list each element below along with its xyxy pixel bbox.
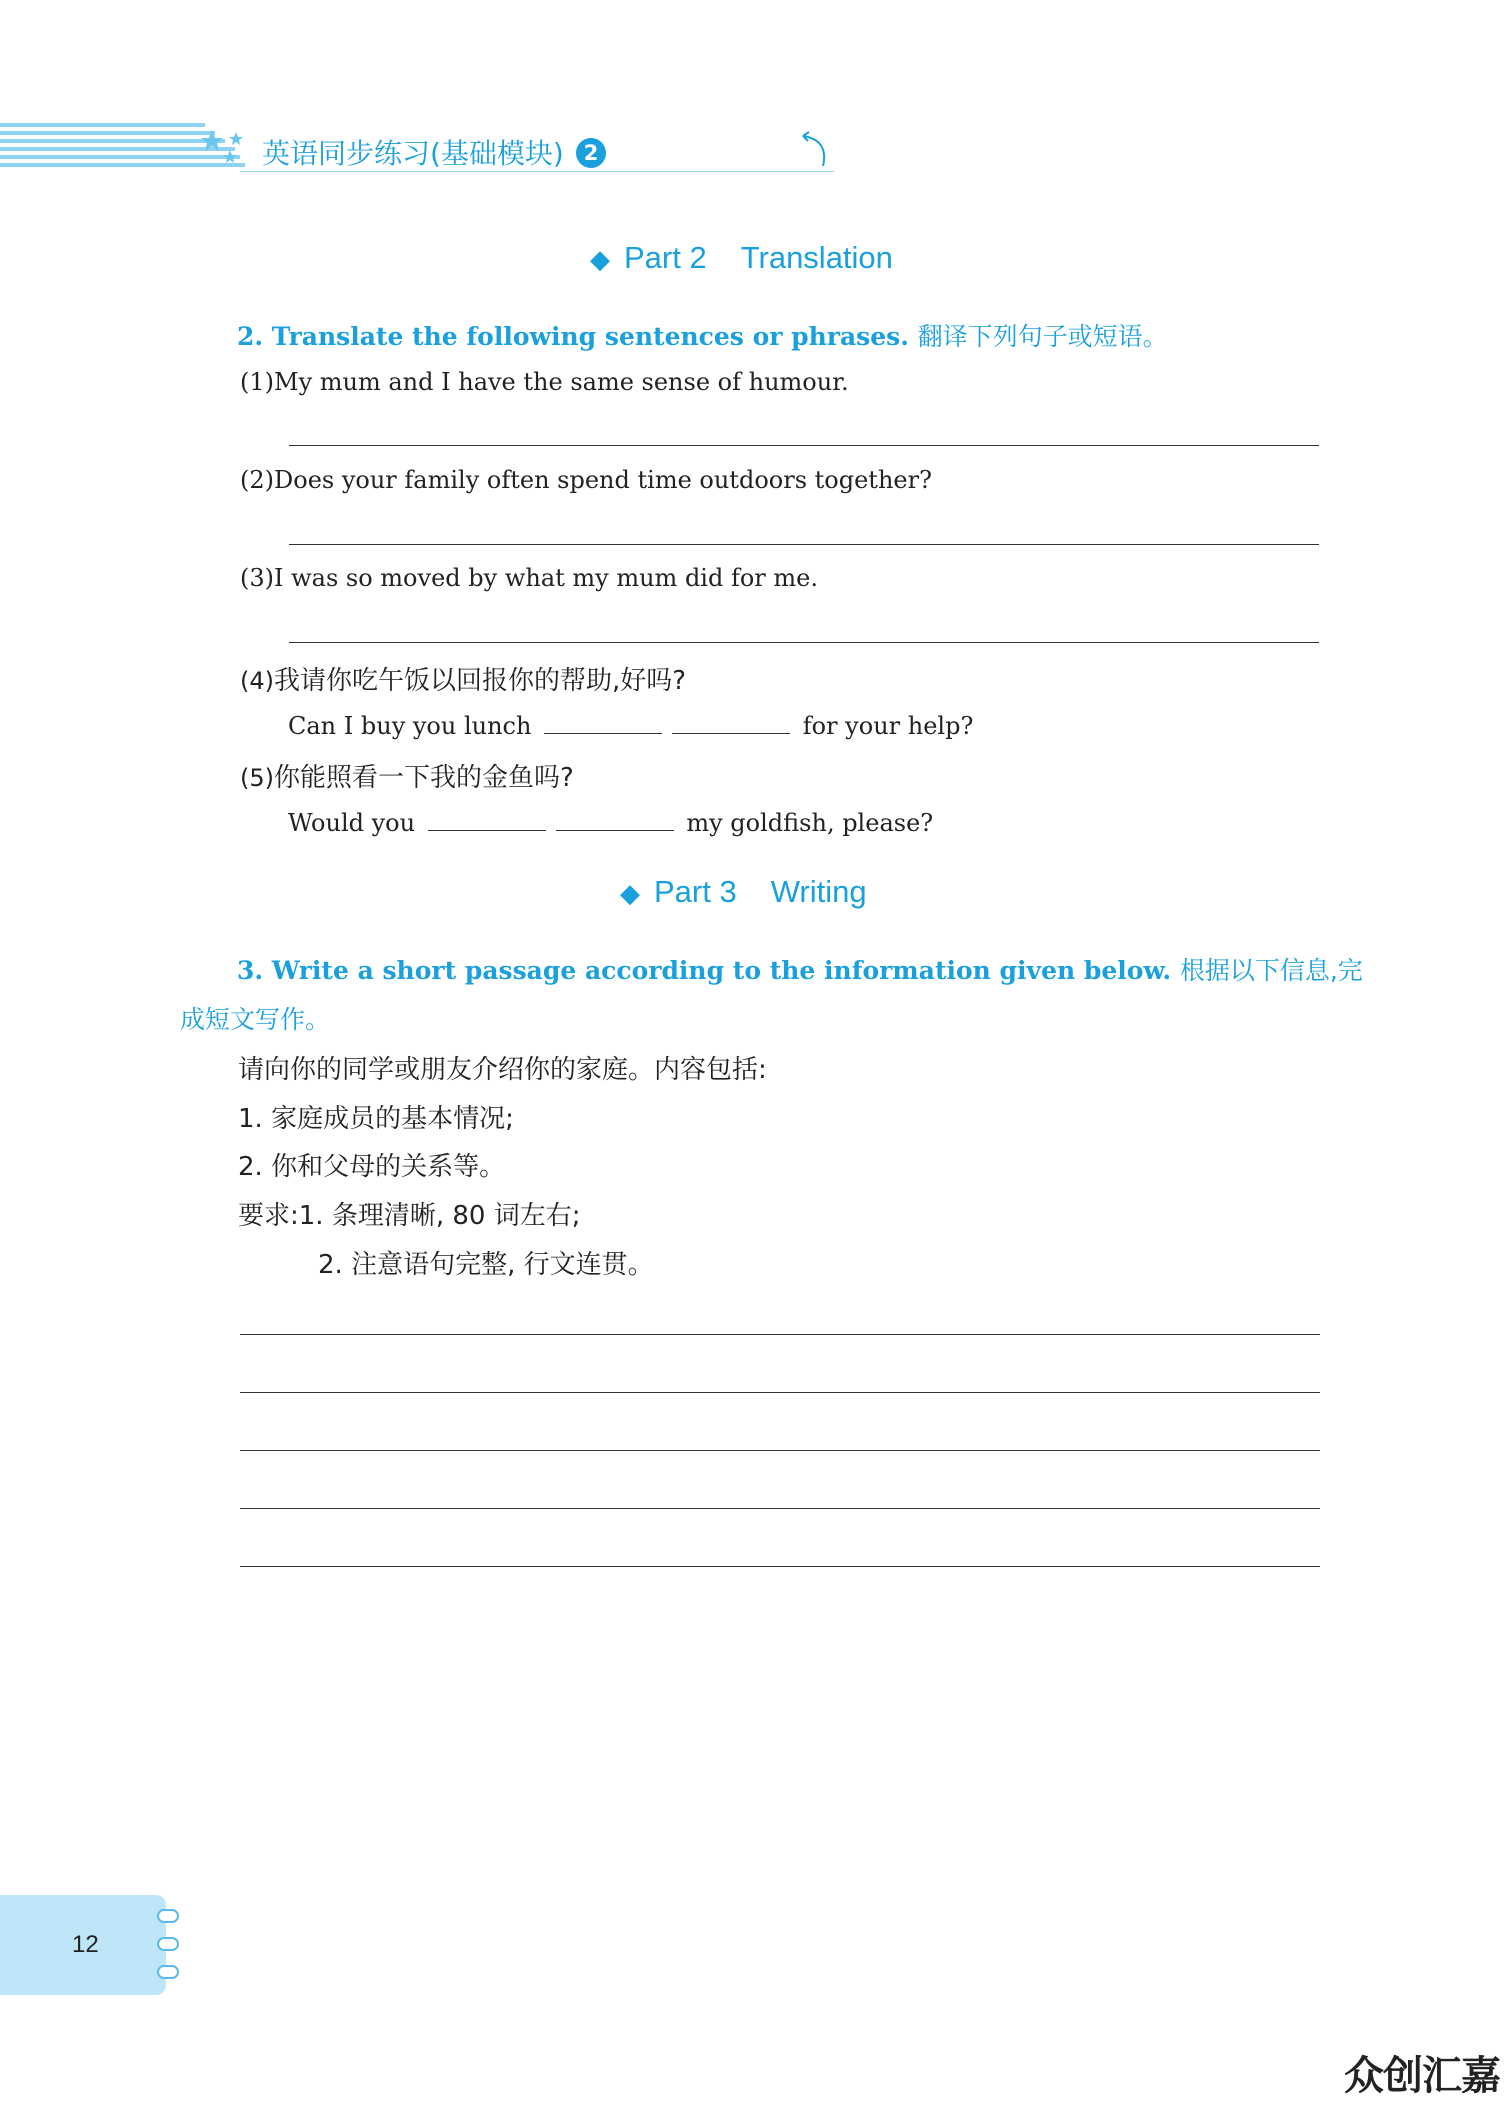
writing-line-2[interactable] [240,1392,1320,1393]
volume-badge: 2 [576,138,606,168]
part3-task: 请向你的同学或朋友介绍你的家庭。内容包括: [238,1055,767,1085]
header-underline [240,171,834,172]
writing-line-4[interactable] [240,1508,1320,1509]
writing-line-1[interactable] [240,1334,1320,1335]
diamond-icon: ◆ [620,878,640,908]
part3-name: Writing [770,874,867,909]
item-4-num: (4) [240,667,274,695]
part3-instruction [237,951,1363,987]
item-5-num: (5) [240,764,274,792]
item-5-prompt [288,808,933,837]
blank-5b[interactable] [556,808,674,831]
item-3-text: I was so moved by what my mum did for me. [274,564,818,592]
item-5-prompt-before: Would you [288,809,416,837]
header-title: 英语同步练习(基础模块) [262,137,564,170]
watermark: 众创汇嘉 [1344,2053,1500,2099]
part2-name: Translation [740,240,893,275]
item-4 [240,660,686,697]
binder-rings-icon [154,1904,182,1984]
blank-4b[interactable] [672,711,790,734]
item-2 [240,466,932,494]
item-2-text: Does your family often spend time outdoors together? [274,466,932,494]
part3-point-1: 1. 家庭成员的基本情况; [238,1104,514,1134]
item-3 [240,564,818,592]
part3-title [620,874,867,910]
item-3-num: (3) [240,564,274,592]
item-5 [240,757,574,794]
item-4-prompt [288,711,973,740]
answer-line-1[interactable] [289,445,1319,446]
part2-title [590,240,893,276]
part2-label: Part 2 [624,240,707,275]
part3-instruction-cn-2: 成短文写作。 [180,1005,331,1034]
writing-line-5[interactable] [240,1566,1320,1567]
requirements-label: 要求: [238,1201,299,1231]
part3-label: Part 3 [654,874,737,909]
diamond-icon: ◆ [590,244,610,274]
part2-instruction-en: 2. Translate the following sentences or phrases. [237,322,909,351]
stars-icon [200,128,250,170]
item-4-prompt-after: for your help? [802,712,974,740]
writing-line-3[interactable] [240,1450,1320,1451]
curl-arrow-icon [795,130,835,176]
item-5-text: 你能照看一下我的金鱼吗? [274,763,574,793]
item-4-prompt-before: Can I buy you lunch [288,712,532,740]
item-5-prompt-after: my goldfish, please? [686,809,934,837]
item-1-text: My mum and I have the same sense of humour. [274,368,849,396]
item-1 [240,368,849,396]
requirement-2: 2. 注意语句完整, 行文连贯。 [318,1250,654,1280]
page-number: 12 [72,1931,99,1958]
blank-4a[interactable] [544,711,662,734]
answer-line-3[interactable] [289,642,1319,643]
answer-line-2[interactable] [289,544,1319,545]
part2-instruction [237,317,1168,353]
part3-instruction-cn-1: 根据以下信息,完 [1179,956,1363,985]
item-1-num: (1) [240,368,274,396]
part3-point-2: 2. 你和父母的关系等。 [238,1152,506,1182]
part2-instruction-cn: 翻译下列句子或短语。 [917,322,1168,351]
blank-5a[interactable] [428,808,546,831]
item-4-text: 我请你吃午饭以回报你的帮助,好吗? [274,666,687,696]
part3-instruction-cont [180,1000,330,1036]
part3-requirements [238,1195,580,1232]
item-2-num: (2) [240,466,274,494]
part3-instruction-en: 3. Write a short passage according to the information given below. [237,956,1172,985]
requirement-1: 1. 条理清晰, 80 词左右; [298,1201,581,1231]
